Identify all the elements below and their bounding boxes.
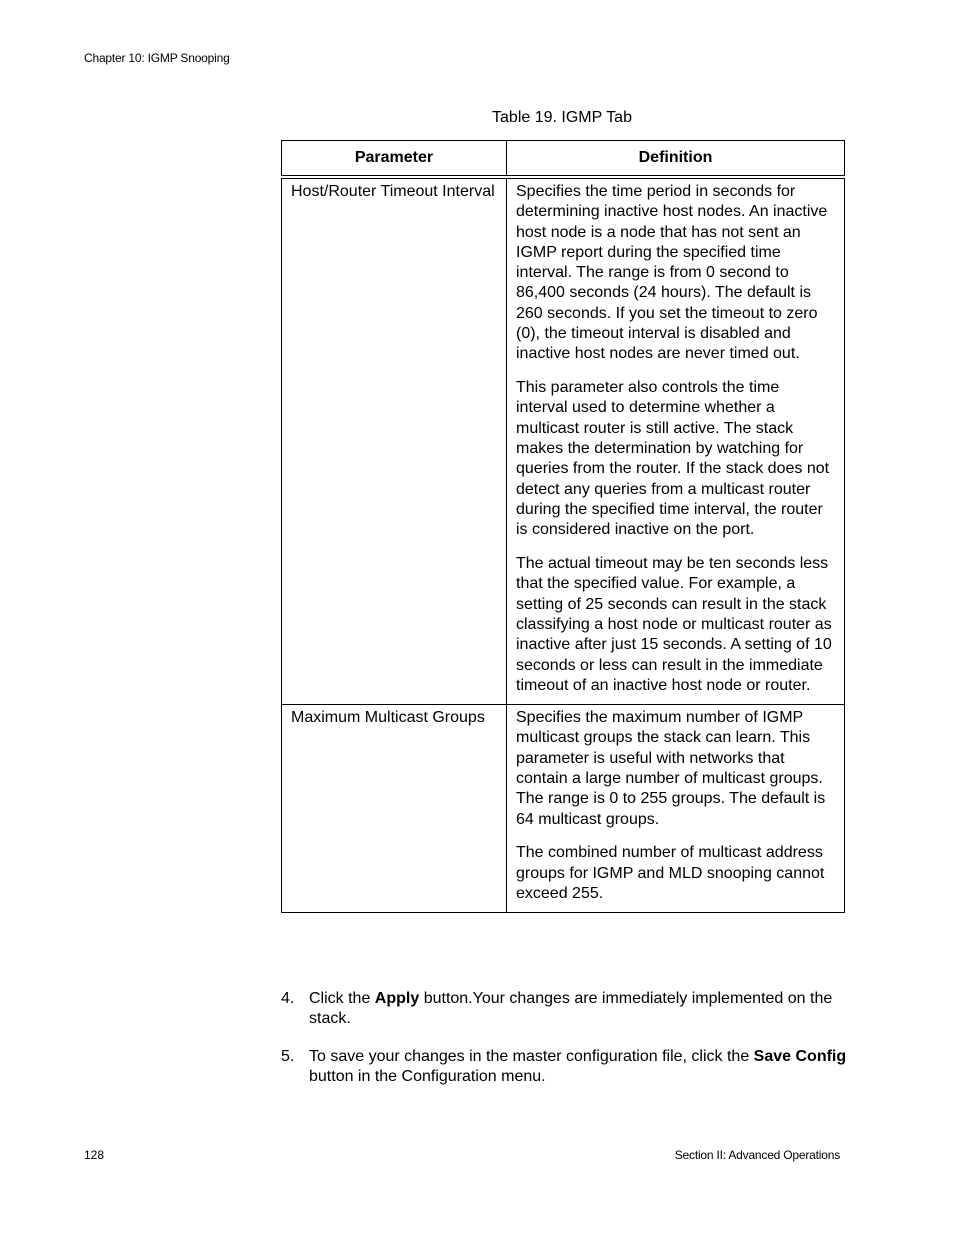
definition-paragraph: This parameter also controls the time interval used to determine whether a multicast router is still active. The stack makes the determination by watching for queries from the router. If the stack does not detect any queries from a multicast router during the specified time interval, the router is considered inactive on the port. <box>516 379 830 539</box>
step-text: Click the <box>309 990 375 1007</box>
parameter-name: Host/Router Timeout Interval <box>291 183 495 200</box>
definition-cell <box>507 177 845 705</box>
igmp-tab-table <box>281 140 845 913</box>
definition-paragraph: The combined number of multicast address groups for IGMP and MLD snooping cannot exceed 255. <box>516 844 825 902</box>
table-row <box>282 177 845 705</box>
definition-paragraph: Specifies the time period in seconds for determining inactive host nodes. An inactive host node is a node that has not sent an IGMP report during the specified time interval. The range is from 0 second to 86,400 seconds (24 hours). The default is 260 seconds. If you set the timeout to zero (0), the timeout interval is disabled and inactive host nodes are never timed out. <box>516 183 828 363</box>
step-number: 5. <box>281 1048 295 1066</box>
column-header-definition: Definition <box>507 141 845 178</box>
step-item <box>281 989 851 1030</box>
definition-cell <box>507 705 845 913</box>
step-number: 4. <box>281 990 295 1007</box>
procedure-steps <box>281 989 851 1105</box>
running-footer-section: Section II: Advanced Operations <box>674 1148 840 1162</box>
running-header: Chapter 10: IGMP Snooping <box>84 51 230 65</box>
column-header-parameter: Parameter <box>282 141 507 178</box>
parameter-cell <box>282 177 507 705</box>
parameter-name: Maximum Multicast Groups <box>291 709 485 727</box>
step-item <box>281 1047 851 1088</box>
table-row <box>282 705 845 913</box>
table-header-row <box>282 141 845 178</box>
table-caption: Table 19. IGMP Tab <box>492 109 632 126</box>
step-bold-term: Apply <box>374 990 420 1007</box>
step-text: To save your changes in the master configuration file, click the <box>309 1048 754 1066</box>
step-text: button in the Configuration menu. <box>309 1068 546 1086</box>
definition-paragraph: The actual timeout may be ten seconds less that the specified value. For example, a setting of 25 seconds can result in the stack classifying a host node or multicast router as inactive after just 15 seconds. A setting of 10 seconds or less can result in the immediate timeout of an inactive host node or router. <box>516 555 832 694</box>
step-bold-term: Save Config <box>753 1048 847 1066</box>
definition-paragraph: Specifies the maximum number of IGMP multicast groups the stack can learn. This parameter is useful with networks that contain a large number of multicast groups. The range is 0 to 255 groups. The default is 64 multicast groups. <box>516 709 826 828</box>
parameter-cell <box>282 705 507 913</box>
step-text: button.Your changes are immediately implemented on the stack. <box>309 990 833 1028</box>
page-number: 128 <box>84 1148 105 1162</box>
